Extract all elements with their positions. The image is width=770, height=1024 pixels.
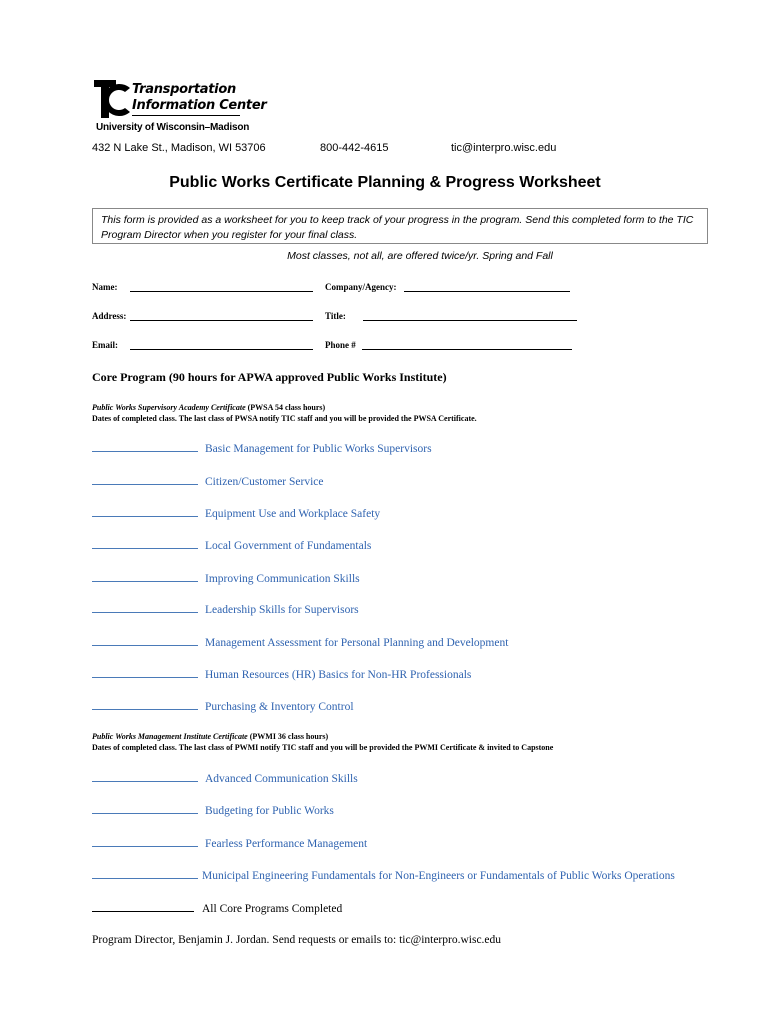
company-field[interactable]	[404, 291, 570, 292]
course-name: Improving Communication Skills	[205, 573, 360, 585]
course-row	[92, 572, 360, 585]
course-row	[92, 475, 324, 488]
course-row	[92, 837, 367, 850]
title-field[interactable]	[363, 320, 577, 321]
course-name: Purchasing & Inventory Control	[205, 701, 354, 713]
contact-phone: 800-442-4615	[320, 142, 389, 154]
core-completed-row	[92, 902, 342, 915]
contact-email[interactable]: tic@interpro.wisc.edu	[451, 142, 557, 154]
date-blank[interactable]	[92, 668, 198, 678]
pwsa-instructions: Dates of completed class. The last class of PWSA notify TIC staff and you will be provided the PWSA Certificate.	[92, 414, 477, 423]
date-blank[interactable]	[92, 636, 198, 646]
course-name: Citizen/Customer Service	[205, 476, 324, 488]
course-row	[92, 507, 380, 520]
pwsa-heading-hours: (PWSA 54 class hours)	[245, 403, 326, 412]
name-label: Name:	[92, 282, 118, 292]
course-row	[92, 772, 358, 785]
completed-label: All Core Programs Completed	[202, 903, 343, 915]
course-name: Equipment Use and Workplace Safety	[205, 508, 381, 520]
course-name: Fearless Performance Management	[205, 838, 368, 850]
date-blank[interactable]	[92, 837, 198, 847]
email-field[interactable]	[130, 349, 313, 350]
course-name: Leadership Skills for Supervisors	[205, 604, 359, 616]
course-row	[92, 700, 354, 713]
pwmi-instructions: Dates of completed class. The last class of PWMI notify TIC staff and you will be provided the PWMI Certificate & invited to Capstone	[92, 743, 554, 752]
course-name: Local Government of Fundamentals	[205, 540, 372, 552]
course-row	[92, 668, 471, 681]
pwmi-heading	[92, 731, 328, 742]
logo-line-2: Information Center	[132, 98, 267, 113]
course-name: Human Resources (HR) Basics for Non-HR Professionals	[205, 669, 472, 681]
course-name: Management Assessment for Personal Planning and Development	[205, 637, 509, 649]
address-label: Address:	[92, 311, 127, 321]
logo-university: University of Wisconsin–Madison	[96, 122, 250, 133]
tic-logo	[92, 78, 292, 136]
course-row	[92, 804, 334, 817]
address-field[interactable]	[130, 320, 313, 321]
pwmi-heading-name: Public Works Management Institute Certificate	[92, 732, 248, 741]
date-blank[interactable]	[92, 772, 198, 782]
course-row	[92, 442, 432, 455]
email-label: Email:	[92, 340, 118, 350]
course-name: Basic Management for Public Works Supervisors	[205, 443, 432, 455]
title-label: Title:	[325, 311, 346, 321]
phone-label: Phone #	[325, 340, 356, 350]
course-row	[92, 869, 675, 882]
course-name: Municipal Engineering Fundamentals for Non-Engineers or Fundamentals of Public Works Operations	[202, 870, 675, 882]
date-blank[interactable]	[92, 603, 198, 613]
date-blank[interactable]	[92, 475, 198, 485]
date-blank[interactable]	[92, 442, 198, 452]
name-field[interactable]	[130, 291, 313, 292]
core-program-heading: Core Program (90 hours for APWA approved Public Works Institute)	[92, 370, 447, 384]
intro-box: This form is provided as a worksheet for you to keep track of your progress in the program. Send this completed form to the TIC Program Director when you register for your final class.	[92, 208, 708, 244]
date-blank[interactable]	[92, 869, 198, 879]
course-row	[92, 636, 508, 649]
company-label: Company/Agency:	[325, 282, 397, 292]
date-blank[interactable]	[92, 539, 198, 549]
pwsa-heading-name: Public Works Supervisory Academy Certificate	[92, 403, 246, 412]
footer-contact: Program Director, Benjamin J. Jordan. Send requests or emails to: tic@interpro.wisc.edu	[92, 934, 502, 946]
page-title: Public Works Certificate Planning & Progress Worksheet	[169, 174, 601, 191]
logo-line-1: Transportation	[132, 82, 236, 97]
offering-note: Most classes, not all, are offered twice/yr. Spring and Fall	[287, 250, 553, 262]
date-blank[interactable]	[92, 804, 198, 814]
phone-field[interactable]	[362, 349, 572, 350]
contact-address: 432 N Lake St., Madison, WI 53706	[92, 142, 266, 154]
tic-logo-mark-icon	[92, 78, 132, 122]
course-name: Advanced Communication Skills	[205, 773, 358, 785]
date-blank[interactable]	[92, 507, 198, 517]
logo-rule	[132, 115, 240, 116]
date-blank[interactable]	[92, 700, 198, 710]
date-blank[interactable]	[92, 572, 198, 582]
pwmi-heading-hours: (PWMI 36 class hours)	[247, 732, 329, 741]
course-name: Budgeting for Public Works	[205, 805, 334, 817]
pwsa-heading	[92, 402, 325, 413]
course-row	[92, 539, 371, 552]
date-blank[interactable]	[92, 902, 194, 912]
course-row	[92, 603, 359, 616]
